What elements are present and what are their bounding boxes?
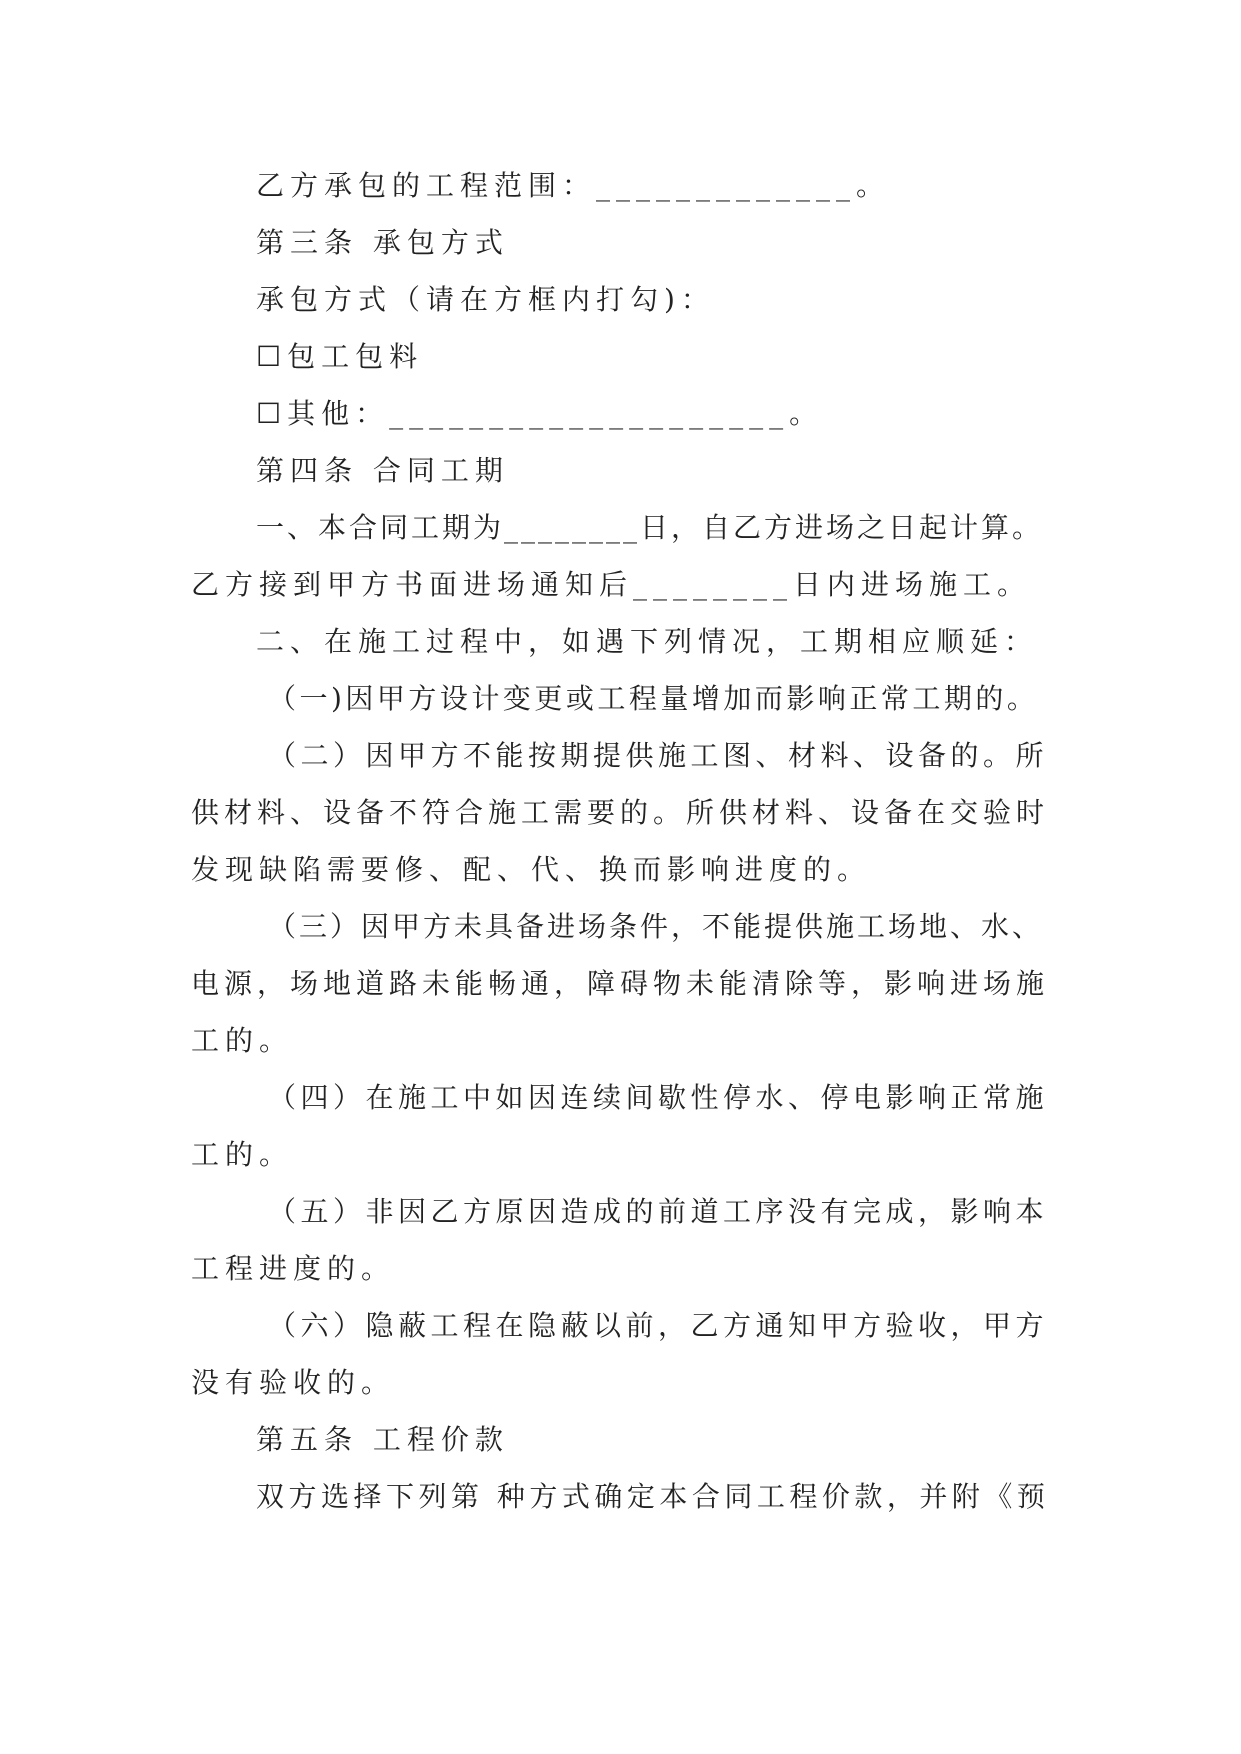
text-line: 工程进度的。 <box>191 1252 396 1285</box>
text-line: 乙方接到甲方书面进场通知后________日内进场施工。 <box>191 568 1032 601</box>
list-item: （六）隐蔽工程在隐蔽以前，乙方通知甲方验收，甲方 <box>268 1309 1049 1342</box>
text-line: 承包方式（请在方框内打勾)： <box>256 283 715 316</box>
article-heading: 第五条 工程价款 <box>256 1423 509 1456</box>
checkbox-option: ☐包工包料 <box>256 340 424 373</box>
list-item: （三）因甲方未具备进场条件，不能提供施工场地、水、 <box>268 910 1044 943</box>
text-line: 没有验收的。 <box>191 1366 396 1399</box>
text-line: 发现缺陷需要修、配、代、换而影响进度的。 <box>191 853 872 886</box>
text-line: 供材料、设备不符合施工需要的。所供材料、设备在交验时 <box>191 796 1050 829</box>
text-line: 一、本合同工期为________日，自乙方进场之日起计算。 <box>256 511 1044 544</box>
list-item: （二）因甲方不能按期提供施工图、材料、设备的。所 <box>268 739 1049 772</box>
article-heading: 第三条 承包方式 <box>256 226 509 259</box>
list-item: （一)因甲方设计变更或工程量增加而影响正常工期的。 <box>268 682 1039 715</box>
checkbox-option: ☐其他：____________________。 <box>256 397 824 430</box>
text-line: 乙方承包的工程范围：_____________。 <box>256 169 891 202</box>
text-line: 工的。 <box>191 1138 294 1171</box>
list-item: （五）非因乙方原因造成的前道工序没有完成，影响本 <box>268 1195 1049 1228</box>
list-item: （四）在施工中如因连续间歇性停水、停电影响正常施 <box>268 1081 1049 1114</box>
text-line: 双方选择下列第 种方式确定本合同工程价款，并附《预 <box>256 1480 1050 1513</box>
text-line: 电源，场地道路未能畅通，障碍物未能清除等，影响进场施 <box>191 967 1050 1000</box>
text-line: 工的。 <box>191 1024 294 1057</box>
text-line: 二、在施工过程中，如遇下列情况，工期相应顺延： <box>256 625 1039 658</box>
article-heading: 第四条 合同工期 <box>256 454 509 487</box>
